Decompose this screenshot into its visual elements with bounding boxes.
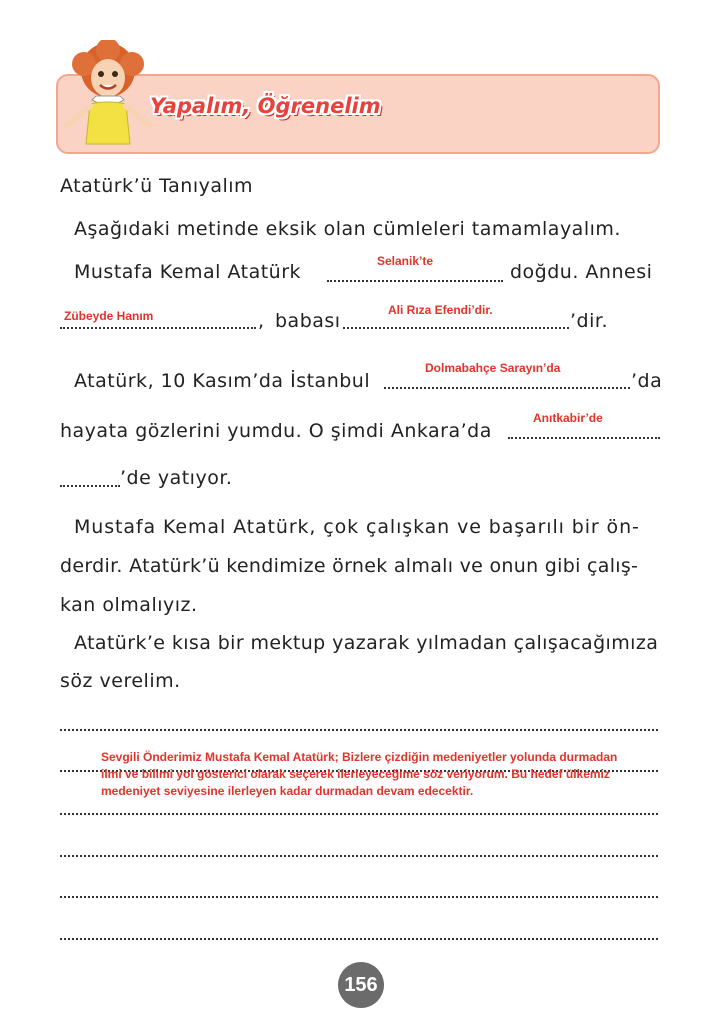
writing-line[interactable]	[60, 896, 658, 898]
blank-tomb-part2[interactable]	[60, 485, 120, 487]
p1-line1-start: Mustafa Kemal Atatürk	[74, 261, 302, 283]
page-number: 156	[338, 962, 384, 1008]
p1-line2-father-label: babası	[275, 310, 341, 332]
answer-tomb: Anıtkabir’de	[533, 411, 603, 425]
blank-mother[interactable]	[60, 327, 256, 329]
p2-line1-start: Atatürk, 10 Kasım’da İstanbul	[74, 370, 371, 392]
p2-line1-end: ’da	[631, 370, 663, 392]
instruction-text: Aşağıdaki metinde eksik olan cümleleri tamamlayalım.	[74, 218, 621, 240]
answer-father: Ali Rıza Efendi’dir.	[388, 303, 493, 317]
answer-death-place: Dolmabahçe Sarayın’da	[425, 361, 561, 375]
writing-line[interactable]	[60, 855, 658, 857]
p1-line1-end: doğdu. Annesi	[510, 261, 653, 283]
answer-letter: Sevgili Önderimiz Mustafa Kemal Atatürk; Bizlere çizdiğin medeniyetler yolunda durmadan ilmi ve bilimi yol gösterici olarak seçerek ilerleyeceğime söz veriyorum. Bu hedef ülkemiz medeniyet seviyesine ilerleyen kadar durmadan devam edecektir.	[101, 750, 618, 798]
writing-line[interactable]	[60, 729, 658, 731]
page-heading: Atatürk’ü Tanıyalım	[60, 175, 254, 197]
p2-line2-start: hayata gözlerini yumdu. O şimdi Ankara’da	[60, 420, 492, 442]
blank-tomb-part1[interactable]	[508, 437, 660, 439]
blank-birthplace[interactable]	[327, 280, 503, 282]
p3-line2: derdir. Atatürk’ü kendimize örnek almalı ve onun gibi çalış-	[60, 555, 639, 577]
answer-birthplace: Selanik’te	[377, 254, 434, 268]
p4-line2: söz verelim.	[60, 670, 181, 692]
writing-line[interactable]	[60, 938, 658, 940]
writing-line[interactable]	[60, 813, 658, 815]
blank-father[interactable]	[343, 327, 569, 329]
answer-mother: Zübeyde Hanım	[64, 309, 154, 323]
p2-line3-end: ’de yatıyor.	[120, 467, 233, 489]
p4-line1: Atatürk’e kısa bir mektup yazarak yılmadan çalışacağımıza	[74, 632, 659, 654]
p1-line2-end: ’dir.	[570, 310, 608, 332]
blank-death-place[interactable]	[384, 387, 630, 389]
p3-line3: kan olmalıyız.	[60, 594, 198, 616]
comma: ,	[258, 310, 265, 332]
banner-title: Yapalım, Öğrenelim	[150, 94, 381, 118]
p3-line1: Mustafa Kemal Atatürk, çok çalışkan ve başarılı bir ön-	[74, 516, 640, 538]
girl-character-illustration	[62, 40, 154, 152]
